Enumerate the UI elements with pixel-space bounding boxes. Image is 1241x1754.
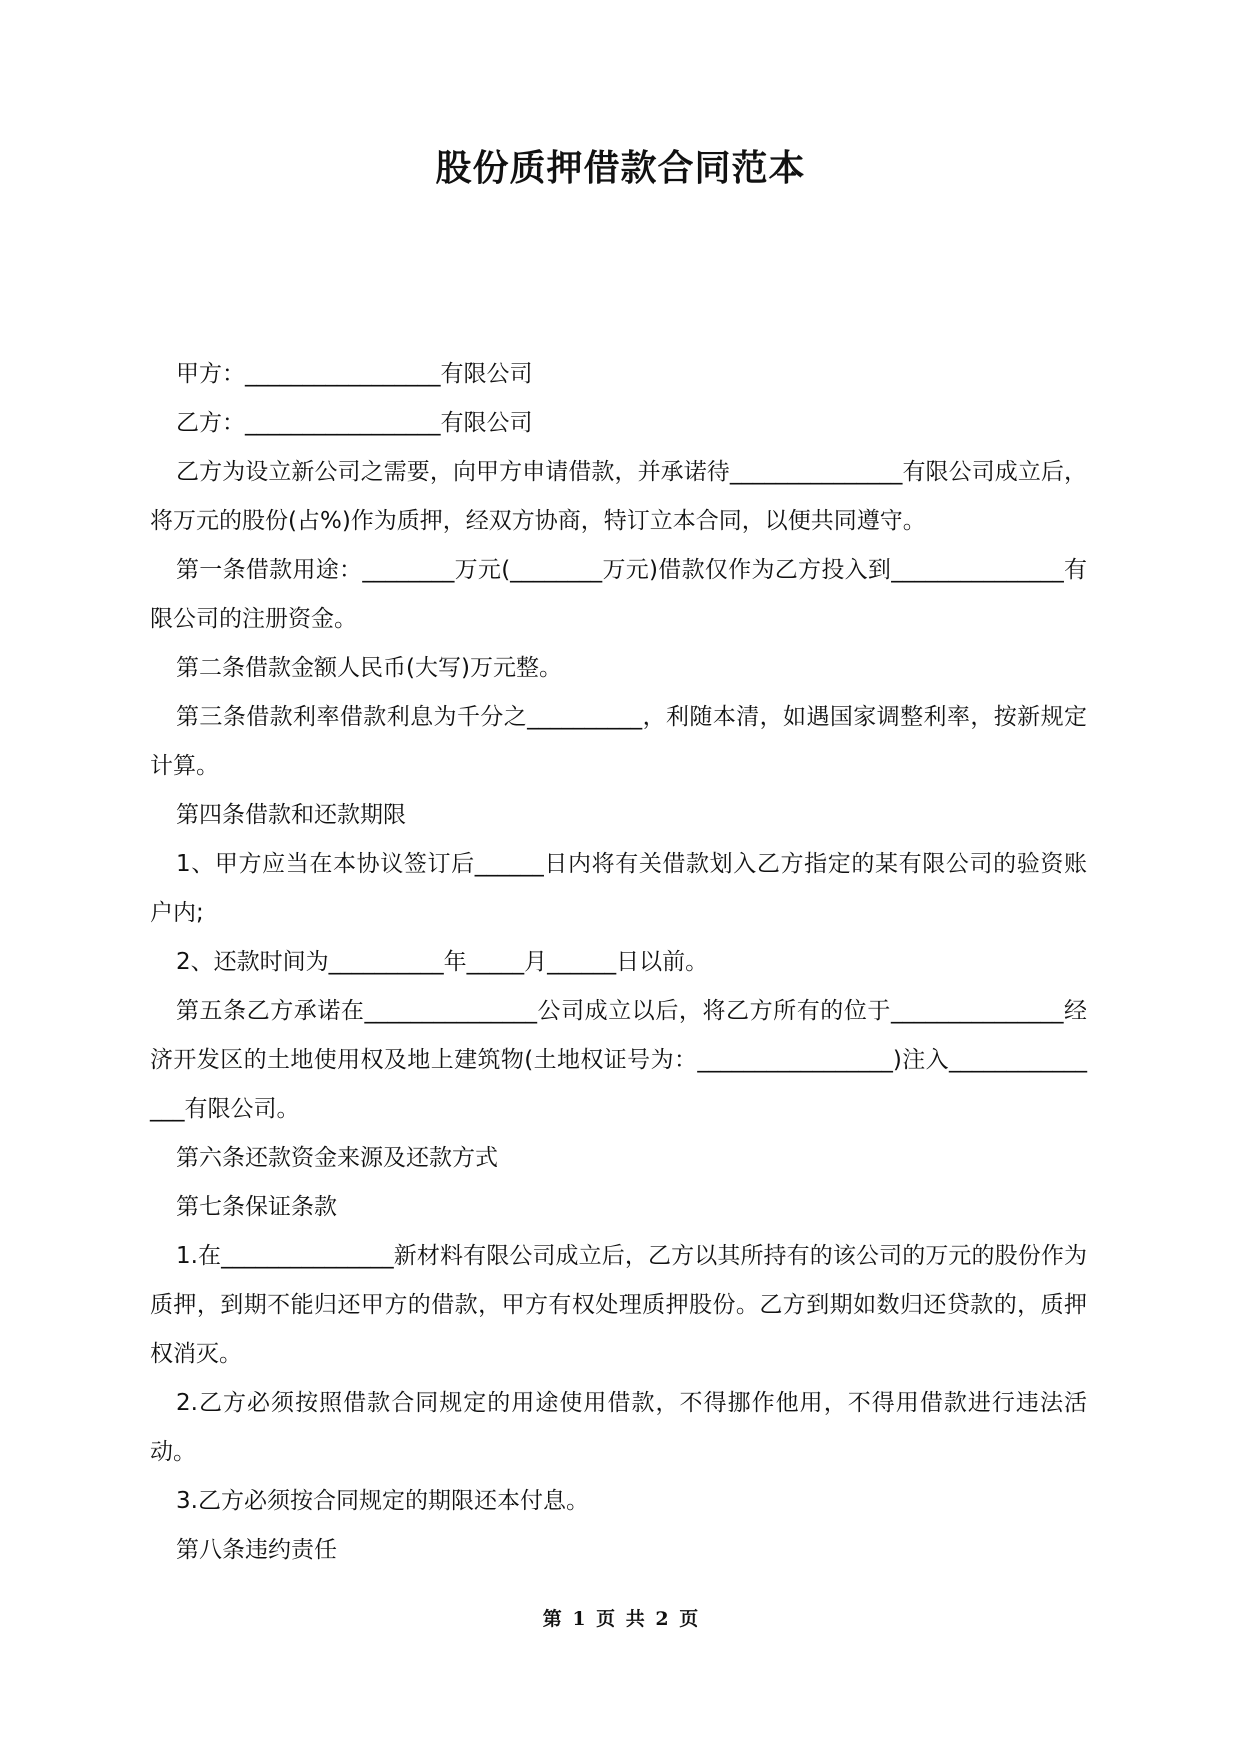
article-7-heading: 第七条保证条款 bbox=[176, 1194, 337, 1220]
article-8-heading: 第八条违约责任 bbox=[176, 1537, 337, 1563]
article-3: 第三条借款利率借款利息为千分之__________，利随本清，如遇国家调整利率，按新规定计算。 bbox=[150, 704, 1087, 779]
party-a-line: 甲方：_________________有限公司 bbox=[176, 361, 533, 387]
article-1: 第一条借款用途：________万元(________万元)借款仅作为乙方投入到_______________有限公司的注册资金。 bbox=[150, 557, 1087, 632]
article-4-item-1: 1、甲方应当在本协议签订后______日内将有关借款划入乙方指定的某有限公司的验资账户内; bbox=[150, 851, 1087, 926]
document-title: 股份质押借款合同范本 bbox=[435, 148, 806, 189]
document-body bbox=[150, 350, 1087, 1575]
article-7-item-1: 1.在_______________新材料有限公司成立后，乙方以其所持有的该公司的万元的股份作为质押，到期不能归还甲方的借款，甲方有权处理质押股份。乙方到期如数归还贷款的，质押权消灭。 bbox=[150, 1243, 1087, 1367]
article-7-item-3: 3.乙方必须按合同规定的期限还本付息。 bbox=[176, 1488, 589, 1514]
page-footer: 第 1 页 共 2 页 bbox=[542, 1608, 699, 1630]
preamble-paragraph: 乙方为设立新公司之需要，向甲方申请借款，并承诺待_______________有限公司成立后，将万元的股份(占%)作为质押，经双方协商，特订立本合同，以便共同遵守。 bbox=[150, 459, 1087, 534]
party-b-line: 乙方：_________________有限公司 bbox=[176, 410, 533, 436]
article-5: 第五条乙方承诺在_______________公司成立以后，将乙方所有的位于_______________经济开发区的土地使用权及地上建筑物(土地权证号为：_________________)注入_______________有限公司。 bbox=[150, 998, 1087, 1122]
article-4-item-2: 2、还款时间为__________年_____月______日以前。 bbox=[176, 949, 709, 975]
article-6-heading: 第六条还款资金来源及还款方式 bbox=[176, 1145, 498, 1171]
article-7-item-2: 2.乙方必须按照借款合同规定的用途使用借款，不得挪作他用，不得用借款进行违法活动。 bbox=[150, 1390, 1087, 1465]
article-4-heading: 第四条借款和还款期限 bbox=[176, 802, 406, 828]
article-2: 第二条借款金额人民币(大写)万元整。 bbox=[176, 655, 562, 681]
